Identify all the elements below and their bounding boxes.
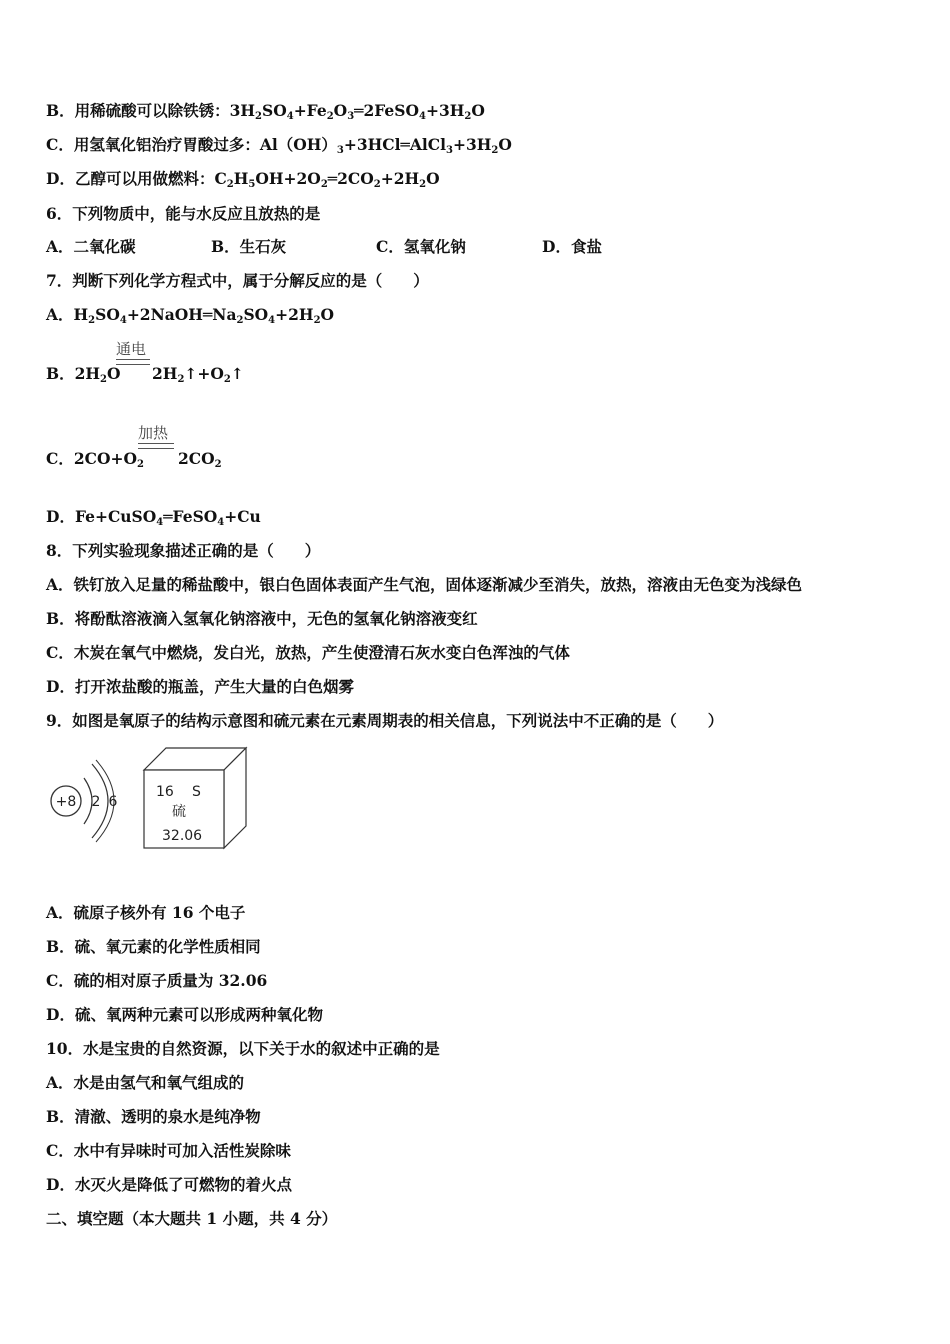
- formula-text: SO: [95, 305, 120, 324]
- formula-text: SO: [262, 101, 287, 120]
- formula-subscript: 2: [491, 145, 499, 156]
- formula-subscript: 4: [286, 111, 294, 122]
- nucleus-charge: +8: [55, 794, 77, 810]
- formula-subscript: 2: [419, 179, 427, 190]
- q6-option-a: A．二氧化碳: [46, 237, 136, 256]
- q9-option-b: B．硫、氧元素的化学性质相同: [46, 937, 261, 956]
- formula-text: O: [426, 169, 440, 188]
- q7-b-left-formula: [46, 364, 121, 383]
- q8-option-c: C．木炭在氧气中燃烧，发白光，放热，产生使澄清石灰水变白色浑浊的气体: [46, 643, 570, 662]
- formula-text: Al（OH）: [259, 135, 337, 154]
- q9-option-c: C．硫的相对原子质量为 32.06: [46, 971, 268, 990]
- formula-text: +3HCl═AlCl: [343, 135, 446, 154]
- q7-b-condition: 通电: [116, 340, 147, 358]
- formula-text: +2H: [380, 169, 420, 188]
- formula-subscript: 4: [419, 111, 426, 122]
- formula-text: 3H: [229, 101, 256, 120]
- formula-text: 2H: [152, 364, 178, 383]
- formula-subscript: 2: [236, 315, 244, 326]
- q10-option-a: A．水是由氢气和氧气组成的: [46, 1073, 245, 1092]
- q7-c-left-formula: [46, 449, 144, 468]
- q8-stem: 8．下列实验现象描述正确的是（ ）: [46, 541, 321, 560]
- formula-text: D．Fe+CuSO: [46, 507, 157, 526]
- formula-subscript: 3: [336, 145, 344, 156]
- q7-c-equals-sign: [138, 443, 174, 449]
- formula-text: O: [107, 364, 121, 383]
- formula-text: SO: [243, 305, 269, 324]
- q6-option-b: B．生石灰: [211, 237, 287, 256]
- formula-text: ═2FeSO: [354, 101, 419, 120]
- q7-stem: 7．判断下列化学方程式中，属于分解反应的是（ ）: [46, 271, 429, 290]
- shell-1-electrons: 2: [91, 794, 101, 810]
- q5-d-formula: [214, 169, 439, 188]
- formula-subscript: 2: [177, 374, 185, 385]
- q9-option-a: A．硫原子核外有 16 个电子: [46, 903, 246, 922]
- q7-option-b-left: [46, 364, 121, 384]
- formula-text: ═2CO: [327, 169, 374, 188]
- q7-b-right-formula: [152, 364, 244, 383]
- q6-option-d: D．食盐: [542, 237, 602, 256]
- formula-subscript: 4: [217, 517, 225, 528]
- q8-option-d: D．打开浓盐酸的瓶盖，产生大量的白色烟雾: [46, 677, 354, 696]
- q5-option-b: B．用稀硫酸可以除铁锈：$3H_2SO_4+Fe_2O_3═2FeSO_4+3H_2O$: [46, 101, 485, 122]
- q7-c-right-formula: [178, 449, 222, 468]
- q7-c-condition: 加热: [138, 424, 169, 442]
- formula-subscript: 2: [326, 111, 334, 122]
- formula-text: 2CO: [178, 449, 215, 468]
- shell-2-electrons: 6: [108, 794, 118, 810]
- q10-option-c: C．水中有异味时可加入活性炭除味: [46, 1141, 291, 1160]
- q7-option-d: [46, 507, 261, 527]
- oxygen-atom-diagram: [44, 756, 124, 846]
- formula-subscript: 2: [223, 374, 231, 385]
- formula-subscript: 2: [464, 111, 472, 122]
- formula-subscript: 2: [373, 179, 381, 190]
- formula-subscript: 3: [347, 111, 355, 122]
- element-symbol: S: [192, 784, 201, 800]
- q9-option-d: D．硫、氧两种元素可以形成两种氧化物: [46, 1005, 323, 1024]
- formula-text: +2H: [275, 305, 314, 324]
- q10-stem: 10．水是宝贵的自然资源，以下关于水的叙述中正确的是: [46, 1039, 440, 1058]
- formula-subscript: 4: [156, 517, 164, 528]
- q10-option-d: D．水灭火是降低了可燃物的着火点: [46, 1175, 292, 1194]
- formula-subscript: 5: [248, 179, 256, 190]
- q6-stem: 6．下列物质中，能与水反应且放热的是: [46, 204, 321, 223]
- formula-text: +2NaOH═Na: [126, 305, 237, 324]
- formula-text: +Fe: [293, 101, 327, 120]
- q7-a-formula: [46, 305, 334, 324]
- q5-b-formula: [230, 101, 485, 120]
- formula-text: H: [233, 169, 249, 188]
- formula-text: B．2H: [46, 364, 101, 383]
- formula-subscript: 3: [446, 145, 453, 156]
- formula-subscript: 2: [214, 459, 222, 470]
- formula-subscript: 2: [226, 179, 234, 190]
- atomic-mass: 32.06: [162, 828, 203, 844]
- q5-c-formula: [260, 135, 512, 154]
- formula-text: ↑: [230, 364, 244, 383]
- formula-text: O: [333, 101, 348, 120]
- formula-text: C: [214, 169, 227, 188]
- section-2-title: 二、填空题（本大题共 1 小题，共 4 分）: [46, 1209, 338, 1228]
- element-name: 硫: [172, 804, 186, 820]
- formula-text: +3H: [425, 101, 465, 120]
- formula-text: O: [320, 305, 335, 324]
- formula-subscript: 2: [88, 315, 96, 326]
- atomic-number: 16: [156, 784, 174, 800]
- formula-subscript: 2: [320, 179, 328, 190]
- formula-text: ═FeSO: [163, 507, 218, 526]
- formula-subscript: 2: [136, 459, 144, 470]
- formula-text: +Cu: [224, 507, 261, 526]
- formula-subscript: 2: [255, 111, 263, 122]
- q7-option-a: [46, 305, 334, 325]
- q5-option-d: D．乙醇可以用做燃料：$C_2H_5OH+2O_2═2CO_2+2H_2O$: [46, 169, 440, 190]
- q7-b-equals-sign: [116, 359, 150, 365]
- formula-text: O: [498, 135, 512, 154]
- formula-subscript: 2: [100, 374, 107, 385]
- sulfur-element-card: [142, 746, 250, 850]
- q7-option-c-right: [178, 449, 222, 469]
- q7-option-b-right: [152, 364, 244, 384]
- q7-d-formula: [46, 507, 261, 526]
- formula-text: +3H: [452, 135, 492, 154]
- q9-stem: 9．如图是氧原子的结构示意图和硫元素在元素周期表的相关信息，下列说法中不正确的是（ ）: [46, 711, 724, 730]
- formula-subscript: 2: [313, 315, 321, 326]
- q8-option-b: B．将酚酞溶液滴入氢氧化钠溶液中，无色的氢氧化钠溶液变红: [46, 609, 478, 628]
- q6-option-c: C．氢氧化钠: [376, 237, 466, 256]
- formula-text: C．2CO+O: [46, 449, 137, 468]
- formula-subscript: 4: [119, 315, 127, 326]
- formula-text: OH+2O: [255, 169, 321, 188]
- q5-option-c: C．用氢氧化铝治疗胃酸过多：$Al(OH)_3+3HCl═AlCl_3+3H_2O$: [46, 135, 512, 156]
- formula-text: ↑+O: [184, 364, 224, 383]
- q10-option-b: B．清澈、透明的泉水是纯净物: [46, 1107, 261, 1126]
- formula-subscript: 4: [268, 315, 276, 326]
- q7-option-c-left: [46, 449, 144, 469]
- q8-option-a: A．铁钉放入足量的稀盐酸中，银白色固体表面产生气泡，固体逐渐减少至消失，放热，溶液由无色变为浅绿色: [46, 575, 803, 594]
- formula-text: A．H: [46, 305, 89, 324]
- formula-text: O: [471, 101, 485, 120]
